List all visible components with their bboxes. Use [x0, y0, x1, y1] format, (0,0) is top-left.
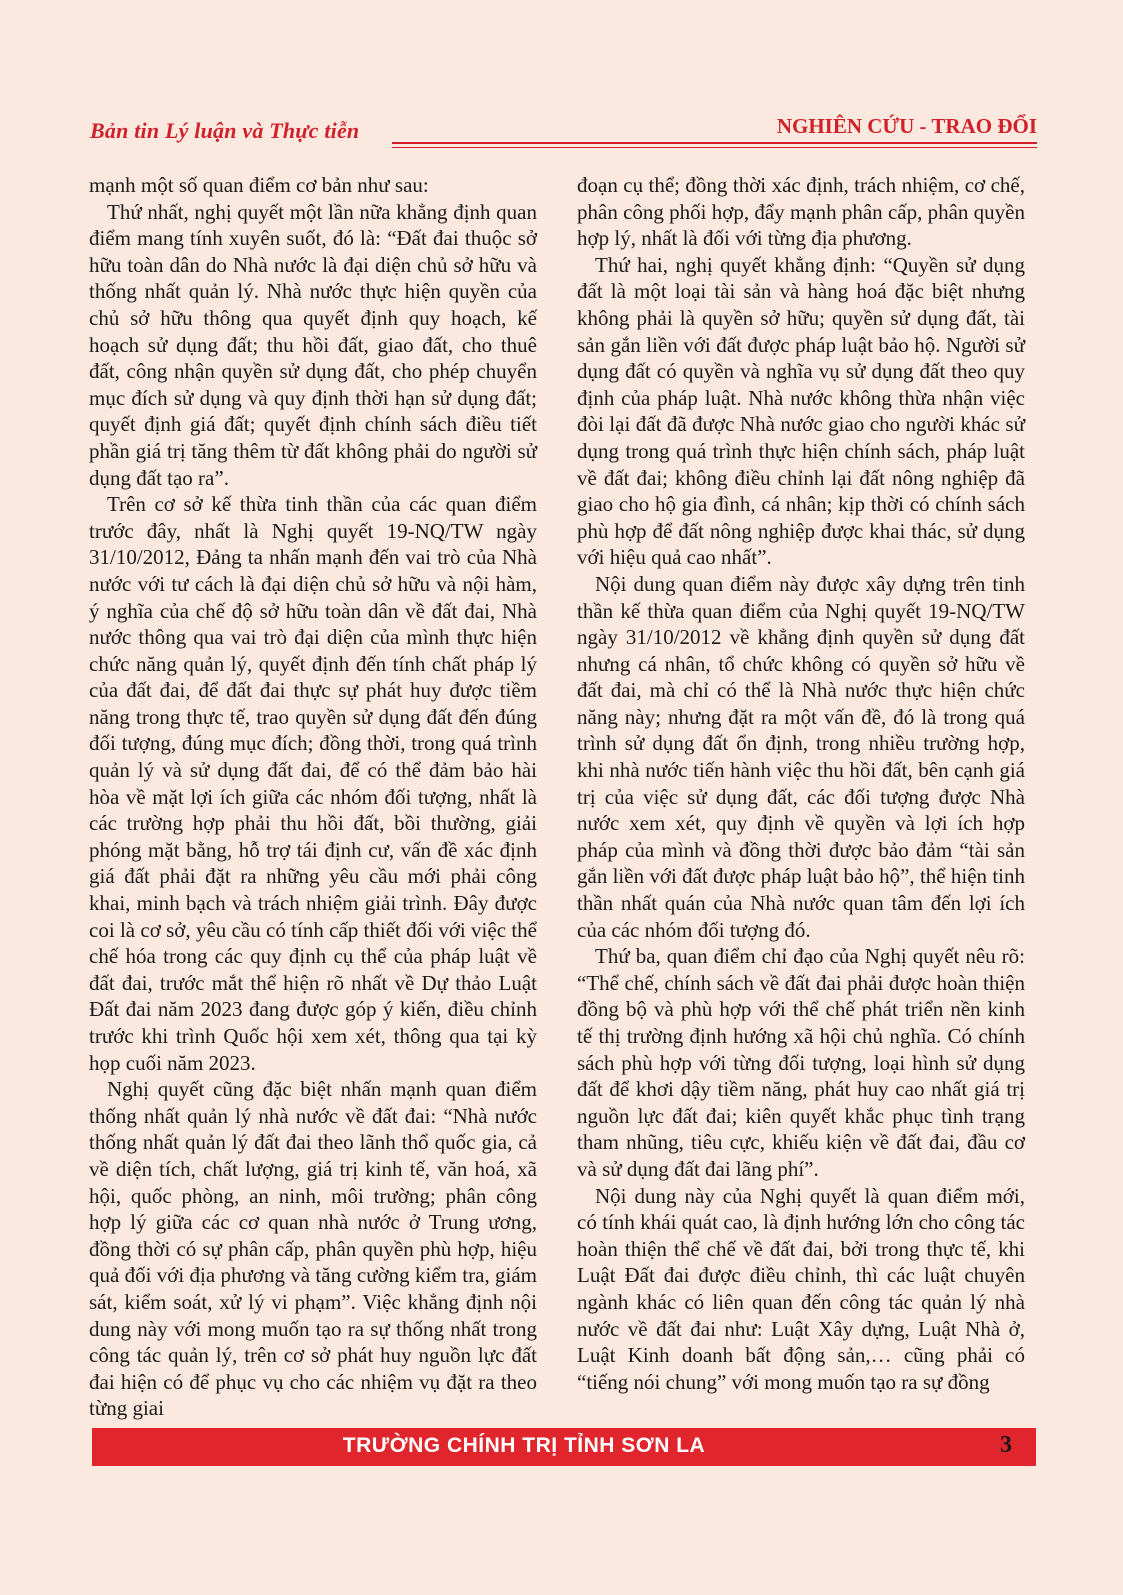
paragraph: Thứ ba, quan điểm chỉ đạo của Nghị quyết nêu rõ: “Thể chế, chính sách về đất đai phải được hoàn thiện đồng bộ và phù hợp với thể chế phát triển nền kinh tế thị trường định hướng xã hội chủ nghĩa. Có chính sách phù hợp với từng đối tượng, loại hình sử dụng đất để khơi dậy tiềm năng, phát huy cao nhất giá trị nguồn lực đất đai; kiên quyết khắc phục tình trạng tham nhũng, tiêu cực, khiếu kiện về đất đai, đầu cơ và sử dụng đất đai lãng phí”. — [577, 944, 1025, 1181]
page-number: 3 — [1000, 1432, 1012, 1458]
paragraph: Nội dung này của Nghị quyết là quan điểm mới, có tính khái quát cao, là định hướng lớn cho công tác hoàn thiện thể chế về đất đai, bởi trong thực tế, khi Luật Đất đai được điều chỉnh, thì các luật chuyên ngành khác có liên quan đến công tác quản lý nhà nước về đất đai như: Luật Xây dựng, Luật Nhà ở, Luật Kinh doanh bất động sản,… cũng phải có “tiếng nói chung” với mong muốn tạo ra sự đồng — [577, 1183, 1025, 1394]
paragraph: mạnh một số quan điểm cơ bản như sau: — [89, 173, 429, 197]
paragraph: Trên cơ sở kế thừa tinh thần của các quan điểm trước đây, nhất là Nghị quyết 19-NQ/TW ngày 31/10/2012, Đảng ta nhấn mạnh đến vai trò của Nhà nước với tư cách là đại diện chủ sở hữu và nội hàm, ý nghĩa của chế độ sở hữu toàn dân về đất đai, Nhà nước thông qua vai trò đại diện của mình thực hiện chức năng quản lý, quyết định đến tính chất pháp lý của đất đai, để đất đai thực sự phát huy được tiềm năng trong thực tế, trao quyền sử dụng đất đến đúng đối tượng, đúng mục đích; đồng thời, trong quá trình quản lý và sử dụng đất đai, để có thể đảm bảo hài hòa về mặt lợi ích giữa các nhóm đối tượng, nhất là các trường hợp phải thu hồi đất, bồi thường, giải phóng mặt bằng, hỗ trợ tái định cư, vấn đề xác định giá đất phải đặt ra những yêu cầu mới phải công khai, minh bạch và trách nhiệm giải trình. Đây được coi là cơ sở, yêu cầu có tính cấp thiết đối với việc thể chế hóa trong các quy định cụ thể của pháp luật về đất đai, trước mắt thể hiện rõ nhất về Dự thảo Luật Đất đai năm 2023 đang được góp ý kiến, điều chỉnh trước khi trình Quốc hội xem xét, thông qua tại kỳ họp cuối năm 2023. — [89, 492, 537, 1075]
section-title: NGHIÊN CỨU - TRAO ĐỔI — [776, 114, 1037, 138]
paragraph: Thứ hai, nghị quyết khẳng định: “Quyền sử dụng đất là một loại tài sản và hàng hoá đặc biệt nhưng không phải là quyền sở hữu; quyền sử dụng đất, tài sản gắn liền với đất được pháp luật bảo hộ. Người sử dụng đất có quyền và nghĩa vụ sử dụng đất theo quy định của pháp luật. Nhà nước không thừa nhận việc đòi lại đất đã được Nhà nước giao cho người khác sử dụng trong quá trình thực hiện chính sách, pháp luật về đất đai; không điều chỉnh lại đất nông nghiệp đã giao cho hộ gia đình, cá nhân; kịp thời có chính sách phù hợp để đất nông nghiệp được khai thác, sử dụng với hiệu quả cao nhất”. — [577, 252, 1025, 570]
paragraph: Thứ nhất, nghị quyết một lần nữa khẳng định quan điểm mang tính xuyên suốt, đó là: “Đất đai thuộc sở hữu toàn dân do Nhà nước là đại diện chủ sở hữu và thống nhất quản lý. Nhà nước thực hiện quyền của chủ sở hữu thông qua quyết định quy hoạch, kế hoạch sử dụng đất; thu hồi đất, giao đất, cho thuê đất, công nhận quyền sử dụng đất, cho phép chuyển mục đích sử dụng và quy định thời hạn sử dụng đất; quyết định giá đất; quyết định chính sách điều tiết phần giá trị tăng thêm từ đất không phải do người sử dụng đất tạo ra”. — [89, 199, 537, 490]
right-column — [577, 172, 1025, 1395]
paragraph: Nội dung quan điểm này được xây dựng trên tinh thần kế thừa quan điểm của Nghị quyết 19-NQ/TW ngày 31/10/2012 về khẳng định quyền sử dụng đất nhưng cá nhân, tổ chức không có quyền sở hữu về đất đai, mà chỉ có thể là Nhà nước thực hiện chức năng này; nhưng đặt ra một vấn đề, đó là trong quá trình sử dụng đất ổn định, trong nhiều trường hợp, khi nhà nước tiến hành việc thu hồi đất, bên cạnh giá trị của việc sử dụng đất, các đối tượng được Nhà nước xem xét, quy định về quyền và lợi ích hợp pháp của mình và đồng thời được bảo đảm “tài sản gắn liền với đất được pháp luật bảo hộ”, thể hiện tinh thần nhất quán của Nhà nước quan tâm đến lợi ích của các nhóm đối tượng đó. — [577, 571, 1025, 942]
paragraph: Nghị quyết cũng đặc biệt nhấn mạnh quan điểm thống nhất quản lý nhà nước về đất đai: “Nhà nước thống nhất quản lý đất đai theo lãnh thổ quốc gia, cả về diện tích, chất lượng, giá trị kinh tế, văn hoá, xã hội, quốc phòng, an ninh, môi trường; phân công hợp lý giữa các cơ quan nhà nước ở Trung ương, đồng thời có sự phân cấp, phân quyền phù hợp, hiệu quả đối với địa phương và tăng cường kiểm tra, giám sát, kiểm soát, xử lý vi phạm”. Việc khẳng định nội dung này với mong muốn tạo ra sự thống nhất trong công tác quản lý, trên cơ sở phát huy nguồn lực đất đai hiện có để phục vụ cho các nhiệm vụ đặt ra theo từng giai — [89, 1077, 537, 1421]
publication-title: Bản tin Lý luận và Thực tiễn — [90, 118, 360, 143]
page-footer — [92, 1428, 1036, 1466]
footer-title: TRƯỜNG CHÍNH TRỊ TỈNH SƠN LA — [342, 1434, 706, 1457]
header-rule-thin — [392, 147, 1037, 148]
header-rule — [392, 142, 1037, 144]
left-column — [89, 172, 537, 1422]
paragraph: đoạn cụ thể; đồng thời xác định, trách nhiệm, cơ chế, phân công phối hợp, đẩy mạnh phân cấp, phân quyền hợp lý, nhất là đối với từng địa phương. — [577, 173, 1025, 251]
